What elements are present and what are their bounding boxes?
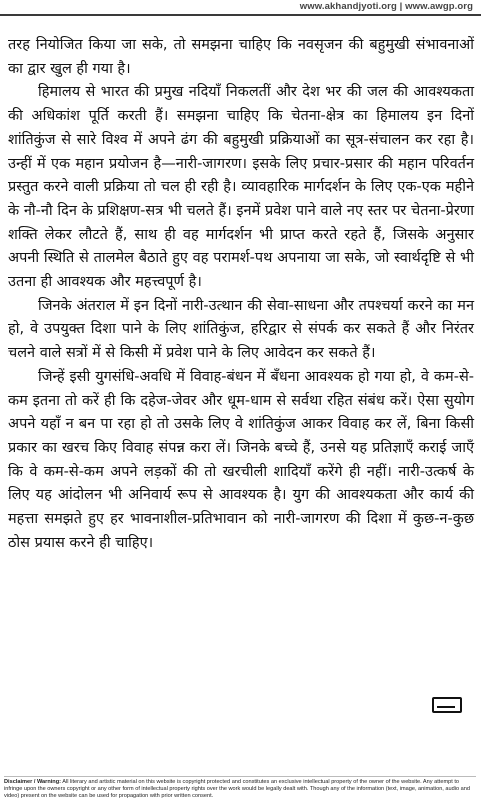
paragraph-4: जिन्हें इसी युगसंधि-अवधि में विवाह-बंधन में बँधना आवश्यक हो गया हो, वे कम-से-कम इतना तो करें ही कि दहेज-जेवर और धूम-धाम से सर्वथा रहित संबंध करें। ऐसा सुयोग अपने यहाँ न बन पा रहा हो तो उसके लिए वे शांतिकुंज आकर विवाह कर लें, बिना किसी प्रकार का खरच किए विवाह संपन्न करा लें। जिनके बच्चे हैं, उनसे यह प्रतिज्ञाएँ कराई जाएँ कि वे कम-से-कम अपने लड़कों की तो खरचीली शादियाँ करेंगे ही नहीं। नारी-उत्कर्ष के लिए यह आंदोलन भी अनिवार्य रूप से आवश्यक है। युग की आवश्यकता और कार्य की महत्ता समझते हुए हर भावनाशील-प्रतिभावान को नारी-जागरण की दिशा में कुछ-न-कुछ ठोस प्रयास करने ही चाहिए। (8, 368, 474, 551)
disclaimer-label: Disclaimer / Warning: (4, 779, 61, 785)
site-header (0, 0, 481, 14)
article-body (8, 34, 474, 555)
site-links[interactable]: www.akhandjyoti.org | www.awgp.org (299, 1, 473, 12)
paragraph-2: हिमालय से भारत की प्रमुख नदियाँ निकलतीं और देश भर की जल की आवश्यकता की अधिकांश पूर्ति करती हैं। समझना चाहिए कि चेतना-क्षेत्र का हिमालय इन दिनों शांतिकुंज से सारे विश्व में अपने ढंग की बहुमुखी प्रक्रियाओं का सूत्र-संचालन कर रहा है। उन्हीं में एक महान प्रयोजन है—नारी-जागरण। इसके लिए प्रचार-प्रसार की महान परिवर्तन प्रस्तुत करने वाली प्रक्रिया तो चल ही रही है। व्यावहारिक मार्गदर्शन के लिए एक-एक महीने के नौ-नौ दिन के प्रशिक्षण-सत्र भी चलते हैं। इनमें प्रवेश पाने वाले नए स्तर पर चेतना-प्रेरणा शक्ति लेकर लौटते हैं, साथ ही वह मार्गदर्शन भी प्राप्त करते रहते हैं, जिसके अनुसार अपनी स्थिति से तालमेल बैठाते हुए वह परामर्श-पथ अपनाया जा सके, जो स्वार्थदृष्टि से भी उतना ही आवश्यक और महत्त्वपूर्ण है। (8, 84, 474, 291)
paragraph-3: जिनके अंतराल में इन दिनों नारी-उत्थान की सेवा-साधना और तपश्चर्या करने का मन हो, वे उपयुक्त दिशा पाने के लिए शांतिकुंज, हरिद्वार से संपर्क कर सकते हैं और निरंतर चलने वाले सत्रों में से किसी में प्रवेश पाने के लिए आवेदन कर सकते हैं। (8, 297, 474, 362)
end-of-article-icon (432, 697, 462, 713)
disclaimer (4, 776, 476, 800)
header-rule (0, 14, 481, 16)
paragraph-1: तरह नियोजित किया जा सके, तो समझना चाहिए कि नवसृजन की बहुमुखी संभावनाओं का द्वार खुल ही गया है। (8, 37, 474, 77)
disclaimer-text: All literary and artistic material on this website is copyright protected and constitutes an exclusive intellectual property of the owner of the website. Any attempt to infringe upon the owners copyright or any other form of intellectual property rights over the work would be legally dealt with. Though any of the information (text, image, animation, audio and video) present on the website can be used for propagation with prior written consent. (4, 779, 470, 799)
